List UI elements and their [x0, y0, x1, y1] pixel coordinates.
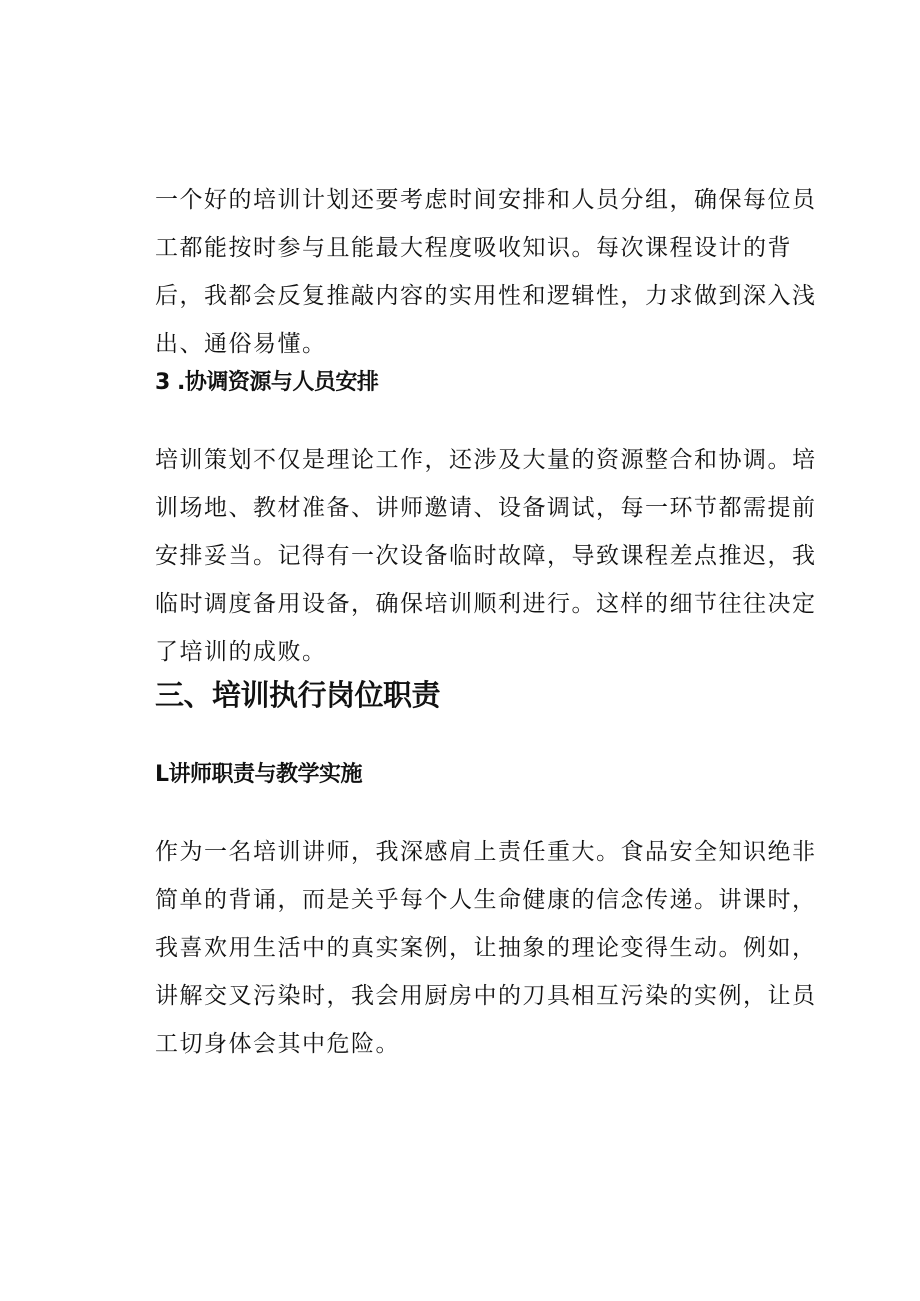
body-paragraph-instructor: 作为一名培训讲师，我深感肩上责任重大。食品安全知识绝非简单的背诵，而是关乎每个人生命健康的信念传递。讲课时，我喜欢用生活中的真实案例，让抽象的理论变得生动。例如，讲解交叉污染时，我会用厨房中的刀具相互污染的实例，让员工切身体会其中危险。 [155, 839, 817, 1057]
subheading-instructor-duties: L讲师职责与教学实施 [155, 762, 363, 787]
subheading-coordinate-resources: 3 .协调资源与人员安排 [155, 370, 379, 395]
body-paragraph-resources: 培训策划不仅是理论工作，还涉及大量的资源整合和协调。培训场地、教材准备、讲师邀请、设备调试，每一环节都需提前安排妥当。记得有一次设备临时故障，导致课程差点推迟，我临时调度备用设备，确保培训顺利进行。这样的细节往往决定了培训的成败。 [155, 447, 817, 665]
section-heading-training-execution: 三、培训执行岗位职责 [155, 678, 441, 712]
body-paragraph-planning: 一个好的培训计划还要考虑时间安排和人员分组，确保每位员工都能按时参与且能最大程度吸收知识。每次课程设计的背后，我都会反复推敲内容的实用性和逻辑性，力求做到深入浅出、通俗易懂。 [155, 187, 817, 357]
